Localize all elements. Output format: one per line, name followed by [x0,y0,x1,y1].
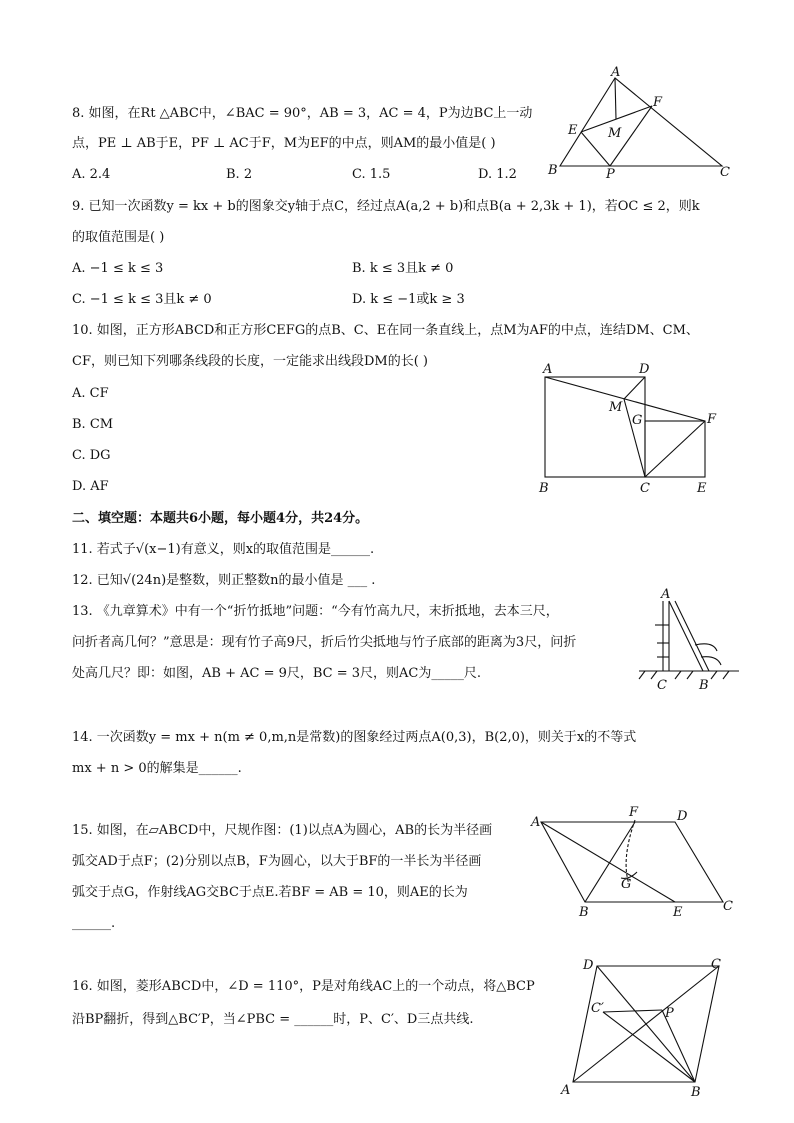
q16-figure [555,950,730,1100]
q13-line1: 13. 《九章算术》中有一个“折竹抵地”问题：“今有竹高九尺，末折抵地，去本三尺， [72,604,559,619]
q16-diagonal-bd [597,966,695,1082]
section-2-heading: 二、填空题：本题共6小题，每小题4分，共24分。 [72,511,369,526]
q10-line1: 10. 如图，正方形ABCD和正方形CEFG的点B、C、E在同一条直线上，点M为AF的中点，连结DM、CM、 [72,323,699,338]
q15-line2: 弧交AD于点F；(2)分别以点B，F为圆心，以大于BF的一半长为半径画 [72,854,482,869]
q9-option-b: B. k ≤ 3且k ≠ 0 [352,261,454,276]
q8-label-b: B [548,163,558,178]
q10-label-d: D [639,362,650,377]
q8-option-d: D. 1.2 [478,167,517,182]
q13-line3: 处高几尺？即：如图，AB + AC = 9尺，BC = 3尺，则AC为_____尺. [72,666,481,681]
q13-label-b: B [699,678,709,693]
q10-segment-cm [624,399,645,477]
q8-line1: 8. 如图，在Rt △ABC中，∠BAC = 90°，AB = 3，AC = 4，P为边BC上一动 [72,106,533,121]
q10-option-d: D. AF [72,479,109,494]
q9-line2: 的取值范围是( ) [72,230,165,245]
q15-line4: ______. [72,916,116,931]
q10-segment-cf [645,421,705,477]
q8-figure [540,62,740,182]
q14-line2: mx + n > 0的解集是______. [72,761,242,776]
q8-line2: 点，PE ⊥ AB于E，PF ⊥ AC于F，M为EF的中点，则AM的最小值是( ) [72,136,496,151]
q10-label-e: E [697,481,707,496]
q16-label-a: A [561,1083,571,1098]
q16-segment-c-prime-p [603,1010,662,1012]
q8-label-a: A [611,65,621,80]
q10-option-a: A. CF [72,386,109,401]
q15-label-f: F [629,805,639,820]
q16-label-p: P [665,1006,674,1021]
q10-option-c: C. DG [72,448,111,463]
q15-label-g: G [621,877,632,892]
q10-line2: CF，则已知下列哪条线段的长度，一定能求出线段DM的长( ) [72,354,428,369]
q8-label-p: P [606,167,615,182]
q15-figure [525,800,740,925]
q14-line1: 14. 一次函数y = mx + n(m ≠ 0,m,n是常数)的图象经过两点A(0,3)，B(2,0)，则关于x的不等式 [72,730,637,745]
q16-label-d: D [583,958,594,973]
q15-label-a: A [531,815,541,830]
q13-label-a: A [661,587,671,602]
q9-option-a: A. −1 ≤ k ≤ 3 [72,261,164,276]
q15-label-d: D [677,809,688,824]
q15-label-b: B [579,905,589,920]
q13-label-c: C [657,678,667,693]
q10-label-a: A [543,362,553,377]
q10-label-m: M [609,400,623,415]
q12-text: 12. 已知√(24n)是整数，则正整数n的最小值是 ___ . [72,573,376,588]
q10-segment-dm [624,377,645,399]
q16-line1: 16. 如图，菱形ABCD中，∠D = 110°，P是对角线AC上的一个动点，将△BCP [72,979,535,994]
q15-label-e: E [673,905,683,920]
q9-line1: 9. 已知一次函数y = kx + b的图象交y轴于点C，经过点A(a,2 + b)和点B(a + 2,3k + 1)，若OC ≤ 2，则k [72,199,700,214]
q11-text: 11. 若式子√(x−1)有意义，则x的取值范围是______. [72,542,375,557]
q9-option-c: C. −1 ≤ k ≤ 3且k ≠ 0 [72,292,212,307]
q16-line2: 沿BP翻折，得到△BC′P，当∠PBC = ______时，P、C′、D三点共线. [72,1012,474,1027]
q16-label-c-prime: C′ [591,1001,604,1016]
q13-figure [635,585,745,695]
q8-label-e: E [568,123,578,138]
q9-option-d: D. k ≤ −1或k ≥ 3 [352,292,465,307]
q15-ray-ae [541,822,675,902]
q8-option-a: A. 2.4 [72,167,111,182]
q15-label-c: C [723,899,733,914]
q8-segment-pe [581,132,610,166]
q10-label-c: C [640,481,650,496]
q8-label-f: F [653,95,663,110]
q8-segment-am [615,78,616,119]
q15-line3: 弧交于点G，作射线AG交BC于点E.若BF = AB = 10，则AE的长为 [72,885,468,900]
q16-label-c: C [711,957,721,972]
q15-parallelogram [541,822,723,902]
q13-line2: 问折者高几何？”意思是：现有竹子高9尺，折后竹尖抵地与竹子底部的距离为3尺，问折 [72,635,577,650]
q10-label-f: F [707,412,717,427]
q8-option-b: B. 2 [226,167,253,182]
q10-option-b: B. CM [72,417,114,432]
q15-line1: 15. 如图，在▱ABCD中，尺规作图：(1)以点A为圆心，AB的长为半径画 [72,823,493,838]
q13-broken-top [669,601,703,671]
q10-figure [535,360,725,500]
q10-segment-af [545,377,705,421]
q10-label-g: G [632,413,643,428]
q8-label-c: C [720,165,730,180]
q16-label-b: B [691,1085,701,1100]
q8-label-m: M [608,126,622,141]
q10-label-b: B [539,481,549,496]
q8-option-c: C. 1.5 [352,167,391,182]
